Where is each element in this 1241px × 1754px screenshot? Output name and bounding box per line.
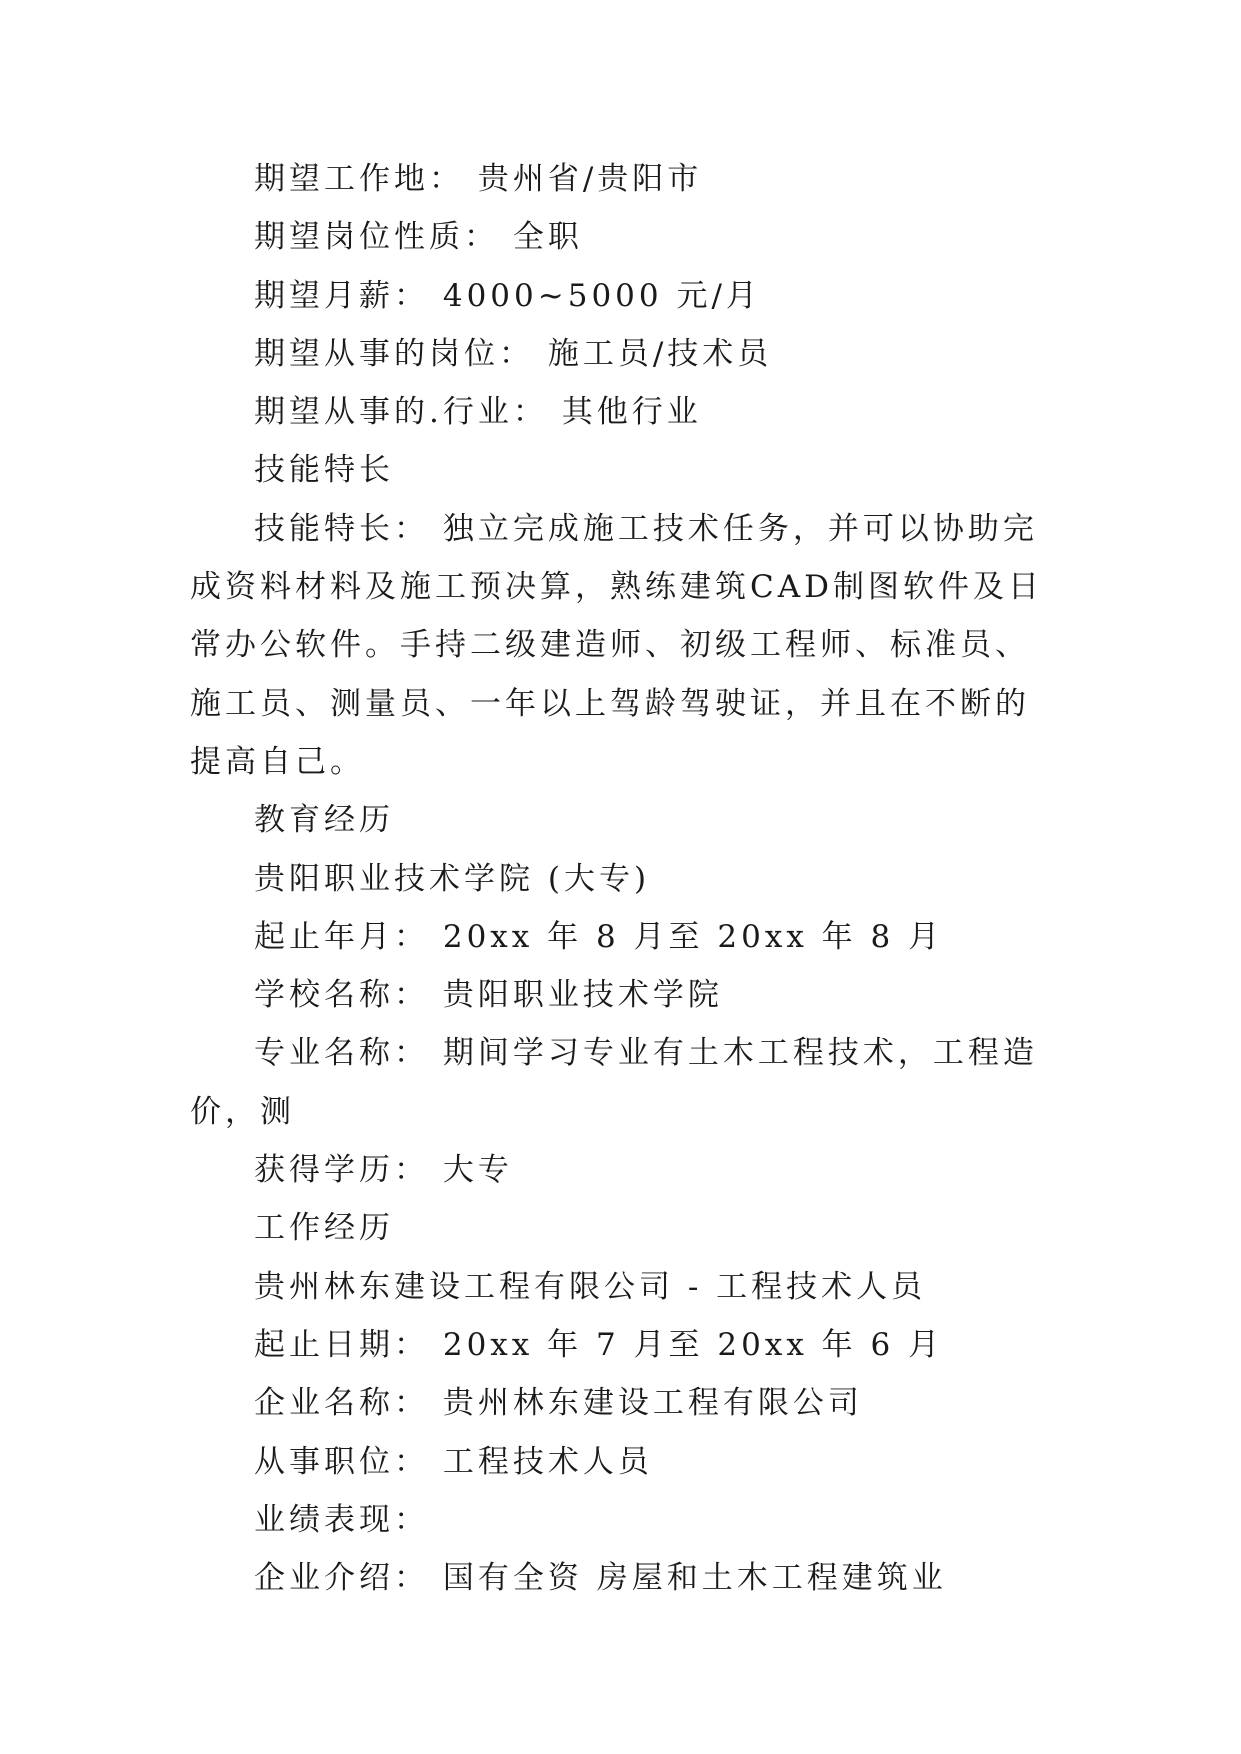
expected-salary: 期望月薪： 4000~5000 元/月 <box>254 277 761 314</box>
expected-industry: 期望从事的.行业： 其他行业 <box>254 394 702 431</box>
skills-paragraph: 技能特长： 独立完成施工技术任务，并可以协助完成资料材料及施工预决算，熟练建筑CAD制图软件及日常办公软件。手持二级建造师、初级工程师、标准员、施工员、测量员、一年以上驾龄驾驶证，并且在不断的提高自己。 <box>190 510 1043 780</box>
education-school-title: 贵阳职业技术学院 (大专) <box>254 860 651 897</box>
work-company-intro: 企业介绍： 国有全资 房屋和土木工程建筑业 <box>254 1560 947 1597</box>
education-degree: 获得学历： 大专 <box>254 1152 513 1189</box>
skills-heading: 技能特长 <box>254 452 394 489</box>
education-school-name: 学校名称： 贵阳职业技术学院 <box>254 977 723 1014</box>
work-company-title: 贵州林东建设工程有限公司 - 工程技术人员 <box>254 1268 927 1305</box>
work-period: 起止日期： 20xx 年 7 月至 20xx 年 6 月 <box>254 1326 944 1363</box>
work-performance: 业绩表现： <box>254 1501 429 1538</box>
education-heading: 教育经历 <box>254 802 394 839</box>
education-period: 起止年月： 20xx 年 8 月至 20xx 年 8 月 <box>254 918 944 955</box>
expected-job-type: 期望岗位性质： 全职 <box>254 219 583 256</box>
document-body <box>190 150 1060 1607</box>
work-heading: 工作经历 <box>254 1210 394 1247</box>
work-company-name: 企业名称： 贵州林东建设工程有限公司 <box>254 1385 863 1422</box>
expected-location: 期望工作地： 贵州省/贵阳市 <box>254 161 703 197</box>
work-position: 从事职位： 工程技术人员 <box>254 1443 653 1480</box>
education-major: 专业名称： 期间学习专业有土木工程技术，工程造价，测 <box>190 1035 1038 1130</box>
expected-position: 期望从事的岗位： 施工员/技术员 <box>254 335 773 372</box>
